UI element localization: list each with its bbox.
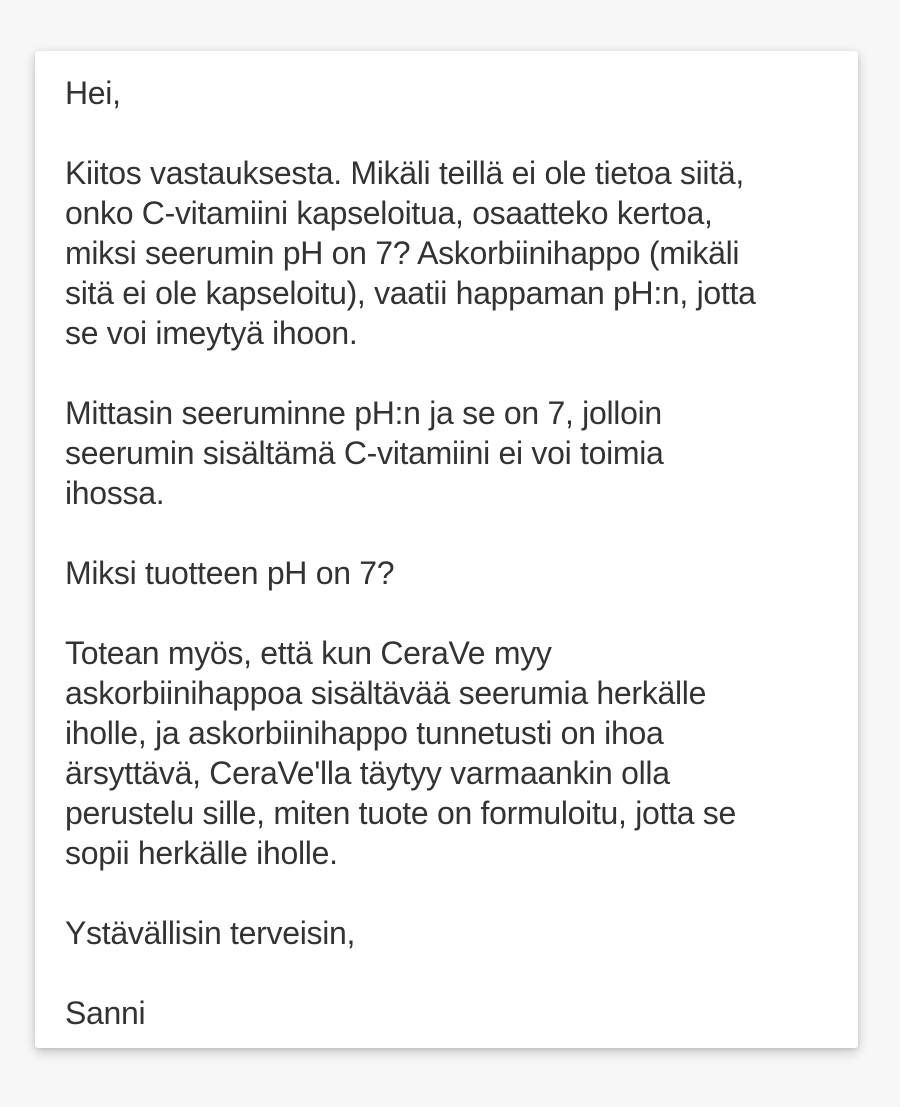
text-line: Sanni <box>65 995 146 1031</box>
text-line: Hei, <box>65 75 121 111</box>
email-body <box>65 73 828 1033</box>
paragraph <box>65 553 828 593</box>
paragraph <box>65 153 828 353</box>
text-line: Ystävällisin terveisin, <box>65 915 356 951</box>
paragraph <box>65 393 828 513</box>
paragraph <box>65 633 828 873</box>
paragraph <box>65 73 828 113</box>
text-line: Kiitos vastauksesta. Mikäli teillä ei ole tietoa siitä, <box>65 155 744 191</box>
text-line: sitä ei ole kapseloitu), vaatii happaman pH:n, jotta <box>65 275 756 311</box>
paragraph <box>65 993 828 1033</box>
text-line: miksi seerumin pH on 7? Askorbiinihappo (mikäli <box>65 235 740 271</box>
text-line: Mittasin seeruminne pH:n ja se on 7, jolloin <box>65 395 662 431</box>
text-line: Totean myös, että kun CeraVe myy <box>65 635 552 671</box>
text-line: onko C-vitamiini kapseloitua, osaatteko kertoa, <box>65 195 713 231</box>
text-line: sopii herkälle iholle. <box>65 835 338 871</box>
text-line: Miksi tuotteen pH on 7? <box>65 555 395 591</box>
paragraph <box>65 913 828 953</box>
text-line: ärsyttävä, CeraVe'lla täytyy varmaankin olla <box>65 755 670 791</box>
email-card <box>35 51 858 1048</box>
text-line: iholle, ja askorbiinihappo tunnetusti on ihoa <box>65 715 664 751</box>
text-line: seerumin sisältämä C-vitamiini ei voi toimia <box>65 435 664 471</box>
text-line: askorbiinihappoa sisältävää seerumia herkälle <box>65 675 707 711</box>
text-line: ihossa. <box>65 475 165 511</box>
text-line: perustelu sille, miten tuote on formuloitu, jotta se <box>65 795 736 831</box>
text-line: se voi imeytyä ihoon. <box>65 315 358 351</box>
